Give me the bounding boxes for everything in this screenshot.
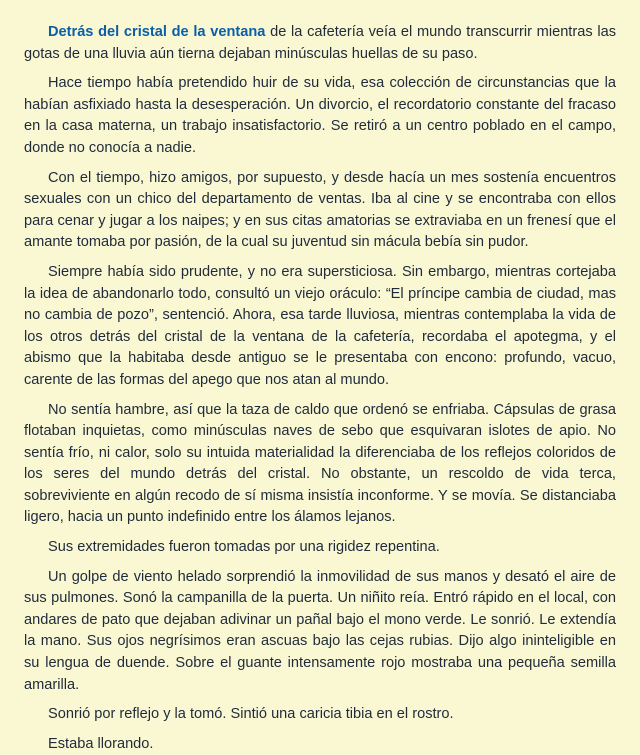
paragraph-9: Estaba llorando. (48, 735, 154, 752)
paragraph-1-text: de la cafetería veía el mundo transcurrir mientras las gotas de una lluvia aún tierna dejaban minúsculas huellas de su paso. (24, 24, 616, 62)
lead-phrase: Detrás del cristal de la ventana (48, 24, 266, 40)
paragraph-3: Con el tiempo, hizo amigos, por supuesto, y desde hacía un mes sostenía encuentros sexuales con un chico del departamento de ventas. Iba al cine y se encontraba con ellos para cenar y jugar a los naipes; y en sus citas amatorias se extraviaba en un frenesí que el amante tomaba por pasión, de la cual su juventud sin mácula bebía sin pudor. (24, 169, 616, 251)
paragraph-7: Un golpe de viento helado sorprendió la inmovilidad de sus manos y desató el aire de sus pulmones. Sonó la campanilla de la puerta. Un niñito reía. Entró rápido en el local, con andares de pato que dejaban adivinar un pañal bajo el mono verde. Le sonrió. Le extendía la mano. Sus ojos negrísimos eran ascuas bajo las cejas rubias. Dijo algo ininteligible en su lengua de duende. Sobre el guante intensamente rojo mostraba una pequeña semilla amarilla. (24, 568, 616, 693)
paragraph-8: Sonrió por reflejo y la tomó. Sintió una caricia tibia en el rostro. (48, 706, 454, 723)
paragraph-2: Hace tiempo había pretendido huir de su vida, esa colección de circunstancias que la habían asfixiado hasta la desesperación. Un divorcio, el recordatorio constante del fracaso en la casa materna, un trabajo insatisfactorio. Se retiró a un centro poblado en el campo, donde no conocía a nadie. (24, 75, 616, 156)
paragraph-4: Siempre había sido prudente, y no era supersticiosa. Sin embargo, mientras cortejaba la idea de abandonarlo todo, consultó un viejo oráculo: “El príncipe cambia de ciudad, mas no cambia de pozo”, sentenció. Ahora, esa tarde lluviosa, mientras contemplaba la vida de los otros detrás del cristal de la ventana de la cafetería, recordaba el apotegma, y el abismo que la habitaba desde antiguo se le presentaba con encono: profundo, vacuo, carente de las formas del apego que nos atan al mundo. (24, 263, 616, 388)
paragraph-5: No sentía hambre, así que la taza de caldo que ordenó se enfriaba. Cápsulas de grasa flotaban inquietas, como minúsculas naves de sebo que esquivaran islotes de apio. No sentía frío, ni calor, solo su intuida materialidad la diferenciaba de los reflejos coloridos de los seres del mundo detrás del cristal. No obstante, un rescoldo de vida terca, sobreviviente en algún recodo de sí misma insistía inconforme. Y se movía. Se distanciaba ligero, hacia un punto indefinido entre los álamos lejanos. (24, 401, 616, 526)
paragraph-1 (24, 22, 616, 65)
paragraph-6: Sus extremidades fueron tomadas por una rigidez repentina. (48, 539, 440, 556)
